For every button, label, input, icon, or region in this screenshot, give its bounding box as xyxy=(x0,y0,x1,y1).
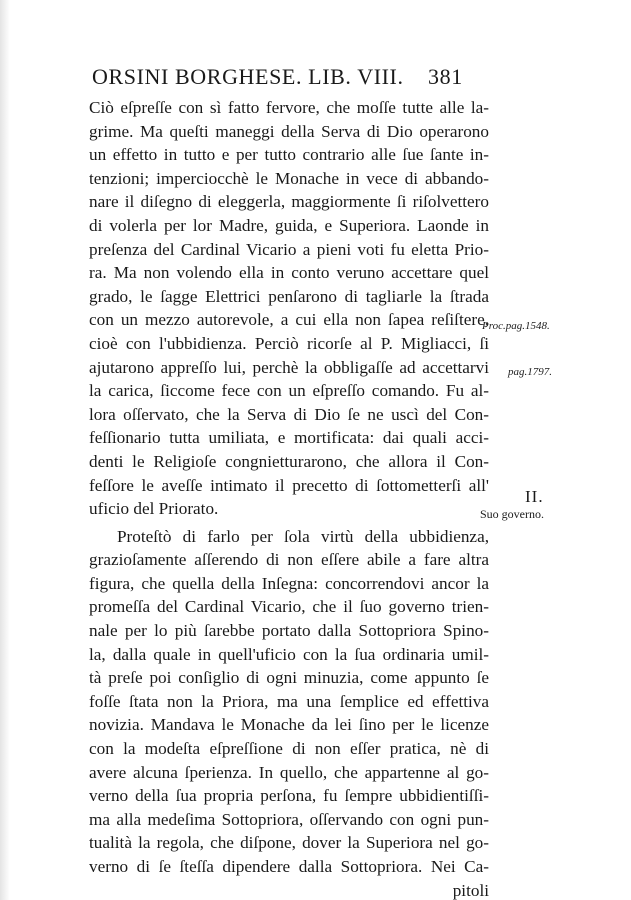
text-line: promeſſa del Cardinal Vicario, che il ſuo governo trien- xyxy=(89,597,489,617)
text-line: novizia. Mandava le Monache da lei ſino per le licenze xyxy=(89,715,489,735)
text-line: lora oſſervato, che la Serva di Dio ſe ne uscì del Con- xyxy=(89,404,489,424)
text-line: grime. Ma queſti maneggi della Serva di Dio operarono xyxy=(89,121,489,141)
text-line: tualità la regola, che diſpone, dover la Superiora nel go- xyxy=(89,833,489,853)
catchword: pitoli xyxy=(452,880,489,900)
section-title: Suo governo. xyxy=(480,507,544,521)
text-line: con un mezzo autorevole, a cui ella non ſapea reſiſtere, xyxy=(89,310,489,330)
running-header xyxy=(92,64,472,92)
text-line: verno della ſua propria perſona, fu ſempre ubbidientiſſi- xyxy=(89,786,489,806)
text-line: preſenza del Cardinal Vicario a pieni voti fu eletta Prio- xyxy=(89,239,489,259)
body-text xyxy=(89,96,489,900)
text-line: cioè con l'ubbidienza. Perciò ricorſe al P. Migliacci, ſi xyxy=(89,333,489,353)
text-line: un effetto in tutto e per tutto contrario alle ſue ſante in- xyxy=(89,145,489,165)
text-line: grado, le ſagge Elettrici penſarono di tagliarle la ſtrada xyxy=(89,286,489,306)
text-line: denti le Religioſe congnietturarono, che allora il Con- xyxy=(89,451,489,471)
text-line: nale per lo più ſarebbe portato dalla Sottopriora Spino- xyxy=(89,621,489,641)
text-line: con la modeſta eſpreſſione di non eſſer pratica, nè di xyxy=(89,739,489,759)
page-number: 381 xyxy=(428,64,463,89)
running-title: ORSINI BORGHESE. LIB. VIII. xyxy=(92,64,404,89)
text-line: tenzioni; imperciocchè le Monache in vece di abbando- xyxy=(89,168,489,188)
text-line: tà preſe poi conſiglio di ogni minuzia, come appunto ſe xyxy=(89,668,489,688)
margin-note-proc: Proc.pag.1548. xyxy=(482,320,550,332)
text-line: uficio del Priorato. xyxy=(89,499,219,519)
text-line: ajutarono appreſſo lui, perchè la obbligaſſe ad accettarvi xyxy=(89,357,489,377)
margin-note-pag: pag.1797. xyxy=(508,366,552,378)
text-line: verno di ſe ſteſſa dipendere dalla Sottopriora. Nei Ca- xyxy=(89,857,489,876)
text-line: avere alcuna ſperienza. In quello, che appartenne al go- xyxy=(89,762,489,782)
text-line: la carica, ſiccome fece con un eſpreſſo comando. Fu al- xyxy=(89,381,489,401)
text-line: foſſe ſtata non la Priora, ma una ſemplice ed effettiva xyxy=(89,691,489,711)
text-line: Proteſtò di farlo per ſola virtù della ubbidienza, xyxy=(117,526,489,546)
text-line: feſſore le aveſſe intimato il precetto di ſottometterſi all' xyxy=(89,475,489,495)
page-edge-shadow xyxy=(0,0,10,900)
text-line: figura, che quella della Inſegna: concorrendovi ancor la xyxy=(89,573,489,593)
text-line: di volerla per lor Madre, guida, e Superiora. Laonde in xyxy=(89,215,489,235)
text-line: grazioſamente aſſerendo di non eſſere abile a fare altra xyxy=(89,550,489,570)
section-number: II. xyxy=(525,487,544,506)
text-line: la, dalla quale in quell'uficio con la ſua ordinaria umil- xyxy=(89,644,489,664)
text-line: Ciò eſpreſſe con sì fatto fervore, che moſſe tutte alle la- xyxy=(89,98,489,117)
text-line: ma alla medeſima Sottopriora, oſſervando con ogni pun- xyxy=(89,809,489,829)
text-line: ra. Ma non volendo ella in conto veruno accettare quel xyxy=(89,263,489,283)
text-line: feſſionario tutta umiliata, e mortificata: dai quali acci- xyxy=(89,428,489,448)
text-line: nare il diſegno di eleggerla, maggiormente ſi riſolvettero xyxy=(89,192,489,212)
